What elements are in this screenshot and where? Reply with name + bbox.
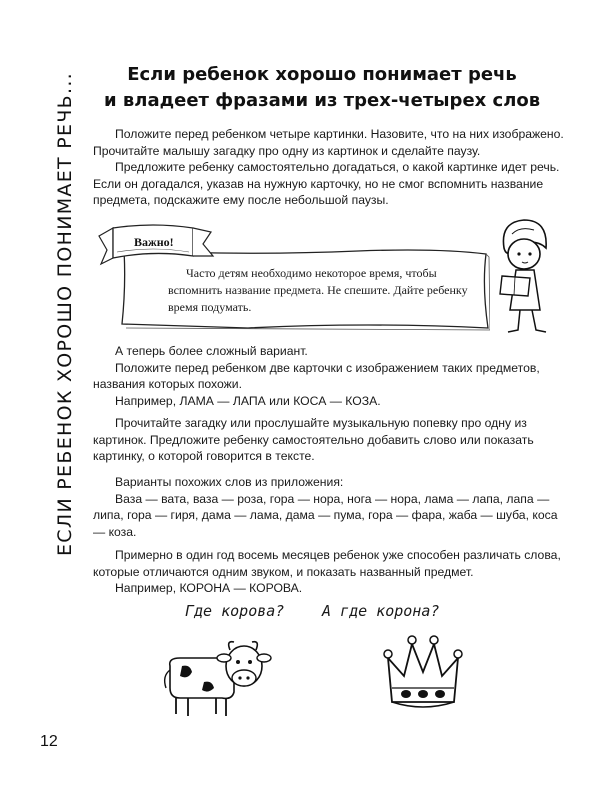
- intro-paragraph-2: Предложите ребенку самостоятельно догадаться, о какой картинке идет речь. Если он догадался, указав на нужную карточку, но не смог вспомнить название предмета, подскажите ему после небольшой паузы.: [93, 160, 560, 208]
- age-paragraph-2: Например, КОРОНА — КОРОВА.: [115, 581, 303, 596]
- cow-icon: [160, 636, 272, 722]
- girl-reading-icon: [490, 212, 560, 340]
- riddle-paragraph: Прочитайте загадку или прослушайте музыкальную попевку про одну из картинок. Предложите ребенку самостоятельно добавить слово или показать картинку, о которой говорится в тексте.: [93, 416, 534, 464]
- intro-section: [93, 126, 569, 209]
- side-title: ЕСЛИ РЕБЕНОК ХОРОШО ПОНИМАЕТ РЕЧЬ...: [54, 71, 77, 556]
- harder-paragraph-3: Например, ЛАМА — ЛАПА или КОСА — КОЗА.: [115, 393, 381, 408]
- harder-paragraph-1: А теперь более сложный вариант.: [115, 344, 308, 358]
- words-list: Ваза — вата, ваза — роза, гора — нора, нога — нора, лама — лапа, лапа — липа, гора — гиря, дама — лама, дама — пума, гора — фара, жаба — шуба, коса — коза.: [93, 491, 558, 539]
- words-section: [93, 474, 569, 540]
- note-label: Важно!: [134, 235, 174, 249]
- note-text: Часто детям необходимо некоторое время, чтобы вспомнить название предмета. Не спешите. Дайте ребенку время подумать.: [168, 266, 468, 314]
- question-crown: А где корона?: [322, 602, 440, 620]
- heading-line-1: Если ребенок хорошо понимает речь: [127, 64, 517, 85]
- page-heading: [104, 62, 540, 114]
- heading-line-2: и владеет фразами из трех-четырех слов: [104, 90, 541, 111]
- harder-section: [93, 343, 569, 409]
- question-cow: Где корова?: [185, 602, 285, 620]
- crown-icon: [382, 632, 464, 718]
- riddle-section: [93, 415, 569, 465]
- intro-paragraph-1: Положите перед ребенком четыре картинки. Назовите, что на них изображено. Прочитайте малышу загадку про одну из картинок и сделайте паузу.: [93, 127, 564, 158]
- page-number: 12: [40, 733, 58, 750]
- words-title: Варианты похожих слов из приложения:: [115, 475, 344, 489]
- harder-paragraph-2: Положите перед ребенком две карточки с изображением таких предметов, названия которых похожи.: [93, 360, 540, 392]
- age-section: [93, 547, 569, 597]
- age-paragraph-1: Примерно в один год восемь месяцев ребенок уже способен различать слова, которые отличаются одним звуком, и показать названный предмет.: [93, 548, 561, 579]
